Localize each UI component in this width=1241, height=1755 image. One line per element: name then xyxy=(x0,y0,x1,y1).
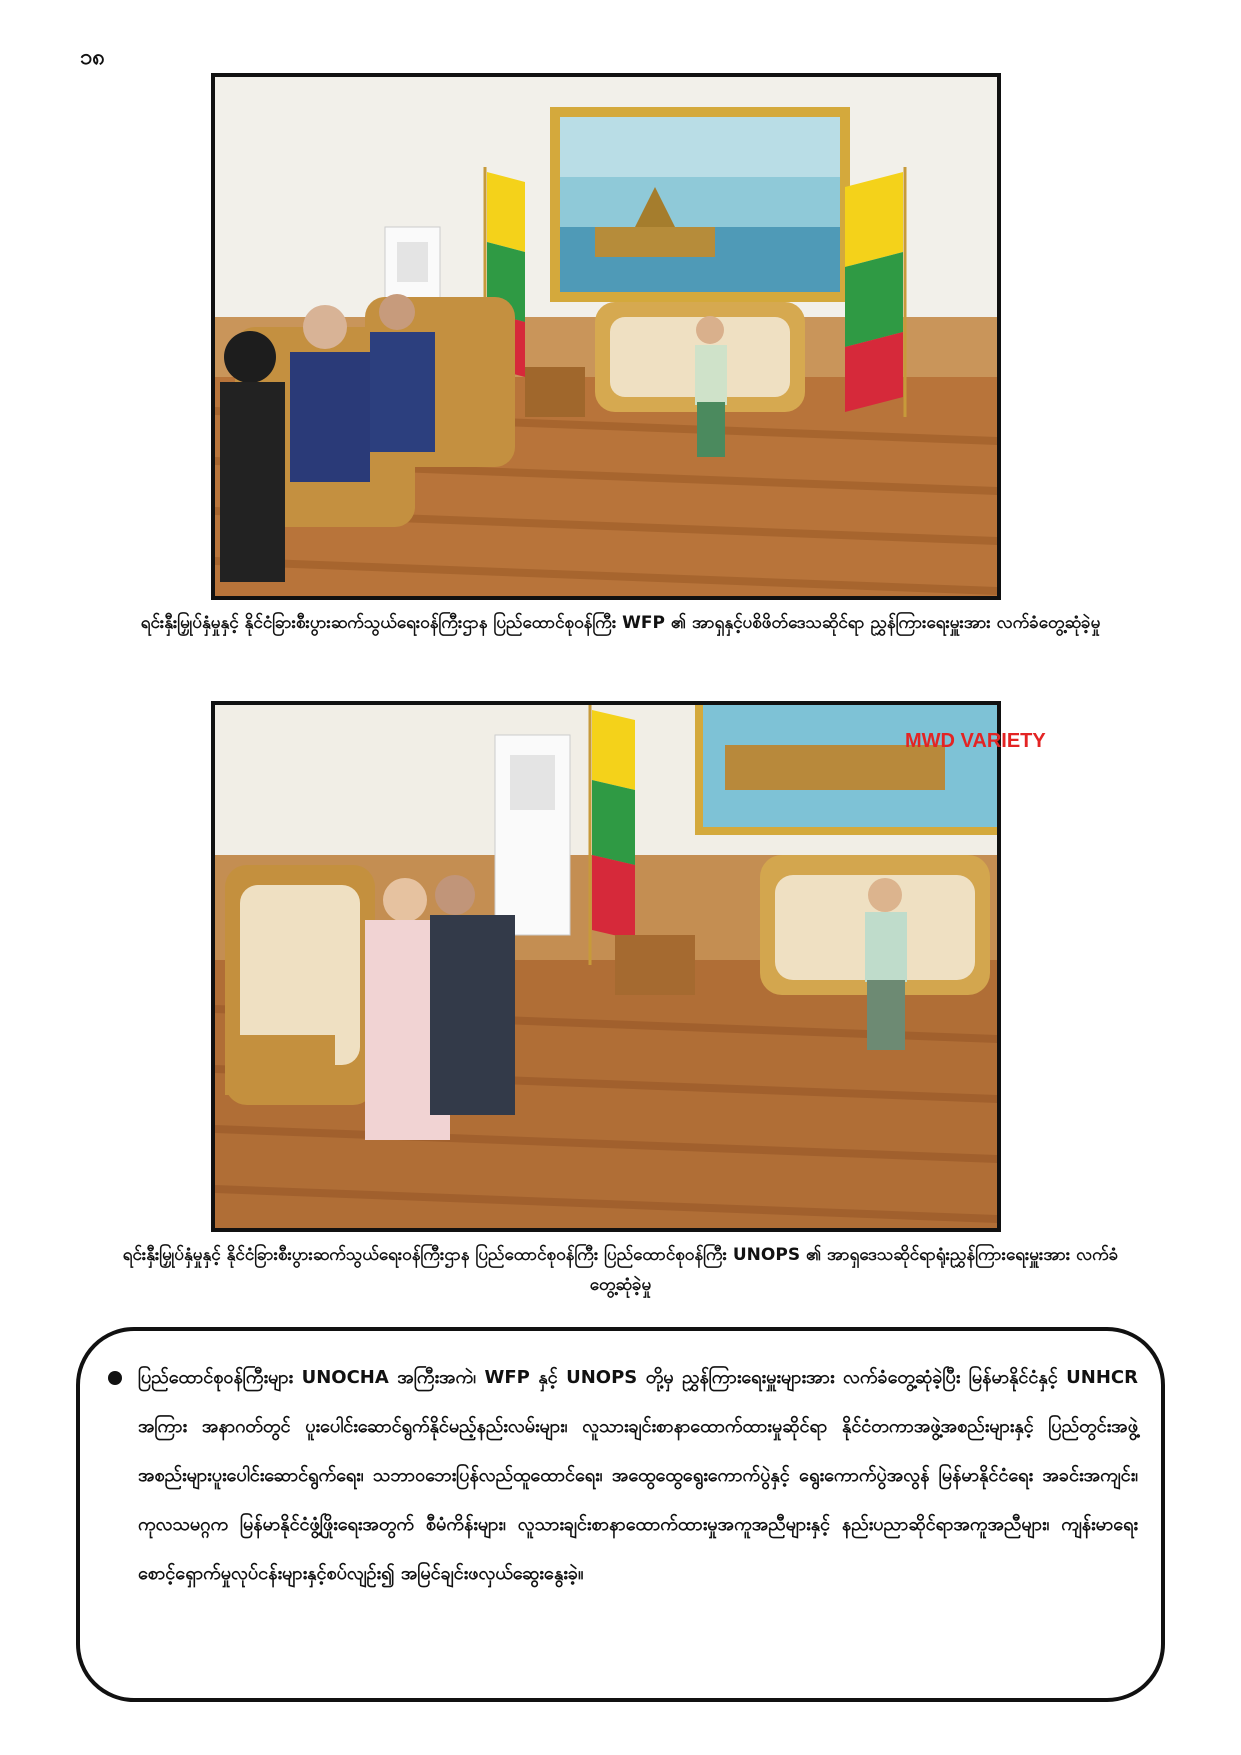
summary-paragraph: ပြည်ထောင်စုဝန်ကြီးများ UNOCHA အကြီးအကဲ၊ WFP နှင့် UNOPS တို့မှ ညွှန်ကြားရေးမှူးများအား လက်ခံတွေ့ဆုံခဲ့ပြီး မြန်မာနိုင်ငံနှင့် UNHCR အကြား အနာဂတ်တွင် ပူးပေါင်းဆောင်ရွက်နိုင်မည့်နည်းလမ်းများ၊ လူသားချင်းစာနာထောက်ထားမှုဆိုင်ရာ နိုင်ငံတကာအဖွဲ့အစည်းများနှင့် ပြည်တွင်းအဖွဲ့အစည်းများပူးပေါင်းဆောင်ရွက်ရေး၊ သဘာဝဘေးပြန်လည်ထူထောင်ရေး၊ အထွေထွေရွေးကောက်ပွဲနှင့် ရွေးကောက်ပွဲအလွန် မြန်မာနိုင်ငံရေး အခင်းအကျင်း၊ ကုလသမဂ္ဂက မြန်မာနိုင်ငံဖွံ့ဖြိုးရေးအတွက် စီမံကိန်းများ၊ လူသားချင်းစာနာထောက်ထားမှုအကူအညီများနှင့် နည်းပညာဆိုင်ရာအကူအညီများ၊ ကျန်းမာရေးစောင့်ရှောက်မှုလုပ်ငန်းများနှင့်စပ်လျဉ်း၍ အမြင်ချင်းဖလှယ်ဆွေးနွေးခဲ့။ xyxy=(138,1367,1138,1584)
bullet-icon xyxy=(108,1371,122,1385)
summary-box xyxy=(76,1327,1165,1702)
watermark-logo: MWD VARIETY xyxy=(905,730,1046,752)
photo-caption-1: ရင်းနှီးမြှုပ်နှံမှုနှင့် နိုင်ငံခြားစီးပွားဆက်သွယ်ရေးဝန်ကြီးဌာန ပြည်ထောင်စုဝန်ကြီး WFP ၏ အာရှနှင့်ပစိဖိတ်ဒေသဆိုင်ရာ ညွှန်ကြားရေးမှူးအား လက်ခံတွေ့ဆုံခဲ့မှု xyxy=(140,613,1101,633)
page-number: ၁၈ xyxy=(80,45,105,70)
meeting-photo-wfp xyxy=(211,73,1001,600)
meeting-photo-unops xyxy=(211,701,1046,1232)
photo-caption-2: ရင်းနှီးမြှုပ်နှံမှုနှင့် နိုင်ငံခြားစီးပွားဆက်သွယ်ရေးဝန်ကြီးဌာန ပြည်ထောင်စုဝန်ကြီး ပြည်ထောင်စုဝန်ကြီး UNOPS ၏ အာရှဒေသဆိုင်ရာရုံးညွှန်ကြားရေးမှူးအား လက်ခံတွေ့ဆုံခဲ့မှု xyxy=(122,1245,1119,1295)
